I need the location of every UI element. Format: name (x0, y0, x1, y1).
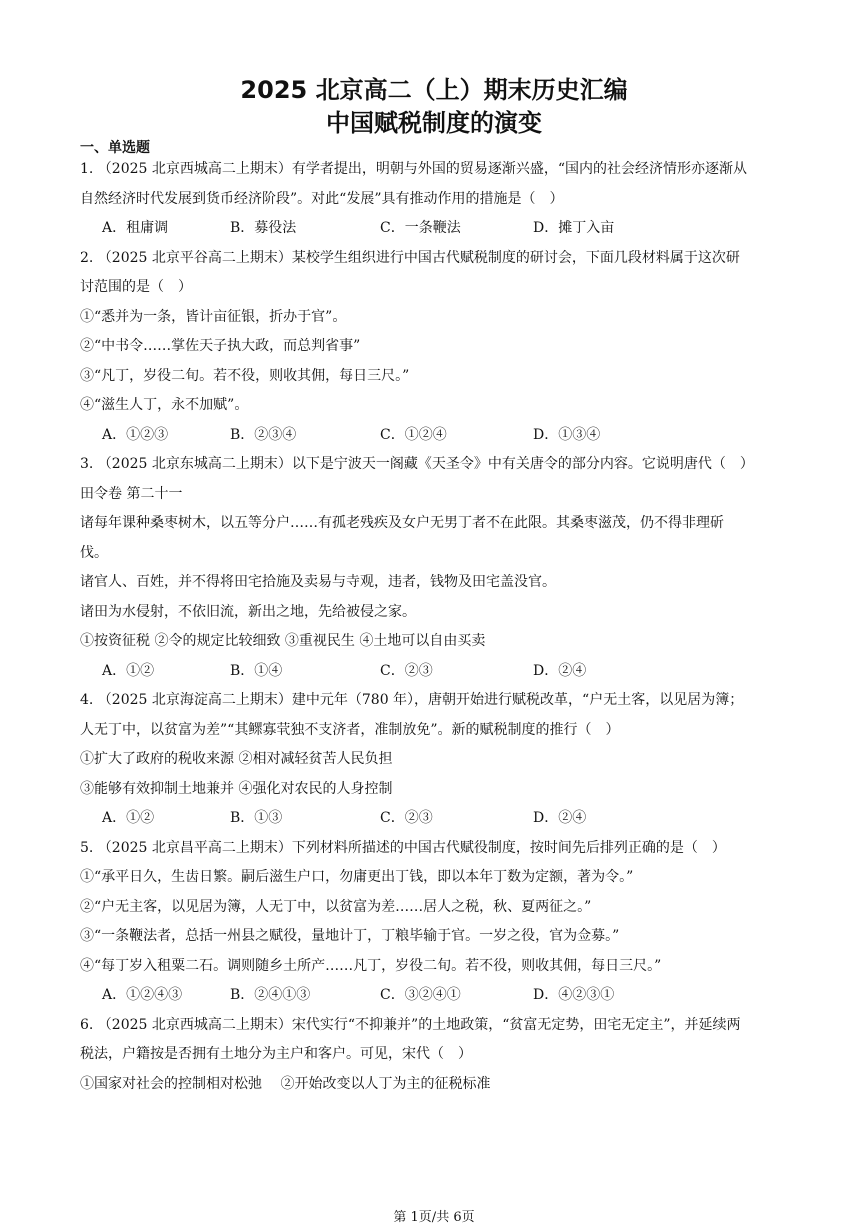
question-2-material-3: ③“凡丁，岁役二旬。若不役，则收其佣，每日三尺。” (80, 367, 410, 384)
question-5-material-3: ③“一条鞭法者，总括一州县之赋役，量地计丁，丁粮毕输于官。一岁之役，官为佥募。” (80, 928, 620, 944)
option-d: D．②④ (533, 810, 587, 826)
option-a: A．①② (102, 810, 155, 826)
question-5-stem: 5. （2025 北京昌平高二上期末）下列材料所描述的中国古代赋役制度，按时间先后排列正确的是（ ） (80, 839, 726, 856)
question-6-stem: 6. （2025 北京西城高二上期末）宋代实行“不抑兼并”的土地政策，“贫富无定势，田宅无定主”，并延续两 (80, 1016, 741, 1033)
question-2-material-1: ①“悉并为一条，皆计亩征银，折办于官”。 (80, 308, 347, 325)
question-4-statements-1: ①扩大了政府的税收来源 ②相对减轻贫苦人民负担 (80, 751, 393, 767)
question-1-stem-cont: 自然经济时代发展到货币经济阶段”。对此“发展”具有推动作用的措施是（ ） (80, 190, 564, 207)
section-heading: 一、单选题 (80, 140, 150, 156)
option-d: D．②④ (533, 662, 587, 679)
question-3-material-1-cont: 伐。 (80, 544, 108, 561)
question-2-options (80, 421, 795, 451)
option-c: C．②③ (380, 810, 433, 826)
question-6-statements: ①国家对社会的控制相对松弛 ②开始改变以人丁为主的征税标准 (80, 1075, 491, 1092)
option-c: C．③②④① (380, 987, 461, 1003)
option-a: A．租庸调 (102, 220, 169, 236)
doc-subtitle: 中国赋税制度的演变 (326, 109, 542, 137)
question-3-material-3: 诸田为水侵射，不依旧流，新出之地，先给被侵之家。 (80, 603, 416, 620)
option-b: B．募役法 (230, 220, 297, 236)
option-b: B．①③ (230, 810, 283, 826)
question-2-material-2: ②“中书令……掌佐天子执大政，而总判省事” (80, 338, 361, 354)
option-a: A．①②③ (102, 426, 169, 443)
option-b: B．①④ (230, 662, 283, 679)
option-d: D．①③④ (533, 426, 601, 443)
question-1-options (80, 214, 795, 244)
question-2-stem-cont: 讨范围的是（ ） (80, 279, 192, 295)
option-c: C．①②④ (380, 426, 447, 443)
question-3-material-2: 诸官人、百姓，并不得将田宅拾施及卖易与寺观，违者，钱物及田宅盖没官。 (80, 574, 556, 590)
option-d: D．摊丁入亩 (533, 220, 615, 236)
doc-title: 2025 北京高二（上）期末历史汇编 (240, 76, 628, 104)
option-c: C．一条鞭法 (380, 220, 461, 236)
option-b: B．②③④ (230, 426, 297, 443)
option-a: A．①②④③ (102, 987, 183, 1003)
option-a: A．①② (102, 662, 155, 679)
question-2-stem: 2. （2025 北京平谷高二上期末）某校学生组织进行中国古代赋税制度的研讨会，下面几段材料属于这次研 (80, 249, 740, 266)
question-3-material-heading: 田令卷 第二十一 (80, 485, 183, 502)
question-list (80, 155, 795, 1099)
option-d: D．④②③① (533, 987, 615, 1003)
question-1-stem: 1. （2025 北京西城高二上期末）有学者提出，明朝与外国的贸易逐渐兴盛，“国内的社会经济情形亦逐渐从 (80, 161, 748, 177)
question-3-stem: 3. （2025 北京东城高二上期末）以下是宁波天一阁藏《天圣令》中有关唐令的部分内容。它说明唐代（ ） (80, 456, 754, 472)
question-3-statements: ①按资征税 ②令的规定比较细致 ③重视民生 ④土地可以自由买卖 (80, 633, 486, 649)
question-4-options (80, 804, 795, 834)
option-b: B．②④①③ (230, 987, 311, 1003)
question-3-options (80, 657, 795, 687)
page-footer: 第 1页/共 6页 (393, 1210, 475, 1225)
question-4-statements-2: ③能够有效抑制土地兼并 ④强化对农民的人身控制 (80, 780, 393, 797)
option-c: C．②③ (380, 662, 433, 679)
question-5-material-2: ②“户无主客，以见居为簿，人无丁中，以贫富为差……居人之税，秋、夏两征之。” (80, 898, 592, 915)
question-5-material-4: ④“每丁岁入租粟二石。调则随乡土所产……凡丁，岁役二旬。若不役，则收其佣，每日三尺。” (80, 957, 662, 974)
question-5-material-1: ①“承平日久，生齿日繁。嗣后滋生户口，勿庸更出丁钱，即以本年丁数为定额，著为令。” (80, 869, 634, 885)
question-4-stem-cont: 人无丁中，以贫富为差”“其鳏寡茕独不支济者，准制放免”。新的赋税制度的推行（ ） (80, 721, 620, 738)
question-4-stem: 4. （2025 北京海淀高二上期末）建中元年（780 年），唐朝开始进行赋税改革，“户无土客，以见居为簿； (80, 692, 744, 708)
question-2-material-4: ④“滋生人丁，永不加赋”。 (80, 397, 249, 413)
question-3-material-1: 诸每年课种桑枣树木，以五等分户……有孤老残疾及女户无男丁者不在此限。其桑枣滋茂，仍不得非理斫 (80, 515, 724, 531)
question-5-options (80, 981, 795, 1011)
question-6-stem-cont: 税法，户籍按是否拥有土地分为主户和客户。可见，宋代（ ） (80, 1046, 472, 1062)
